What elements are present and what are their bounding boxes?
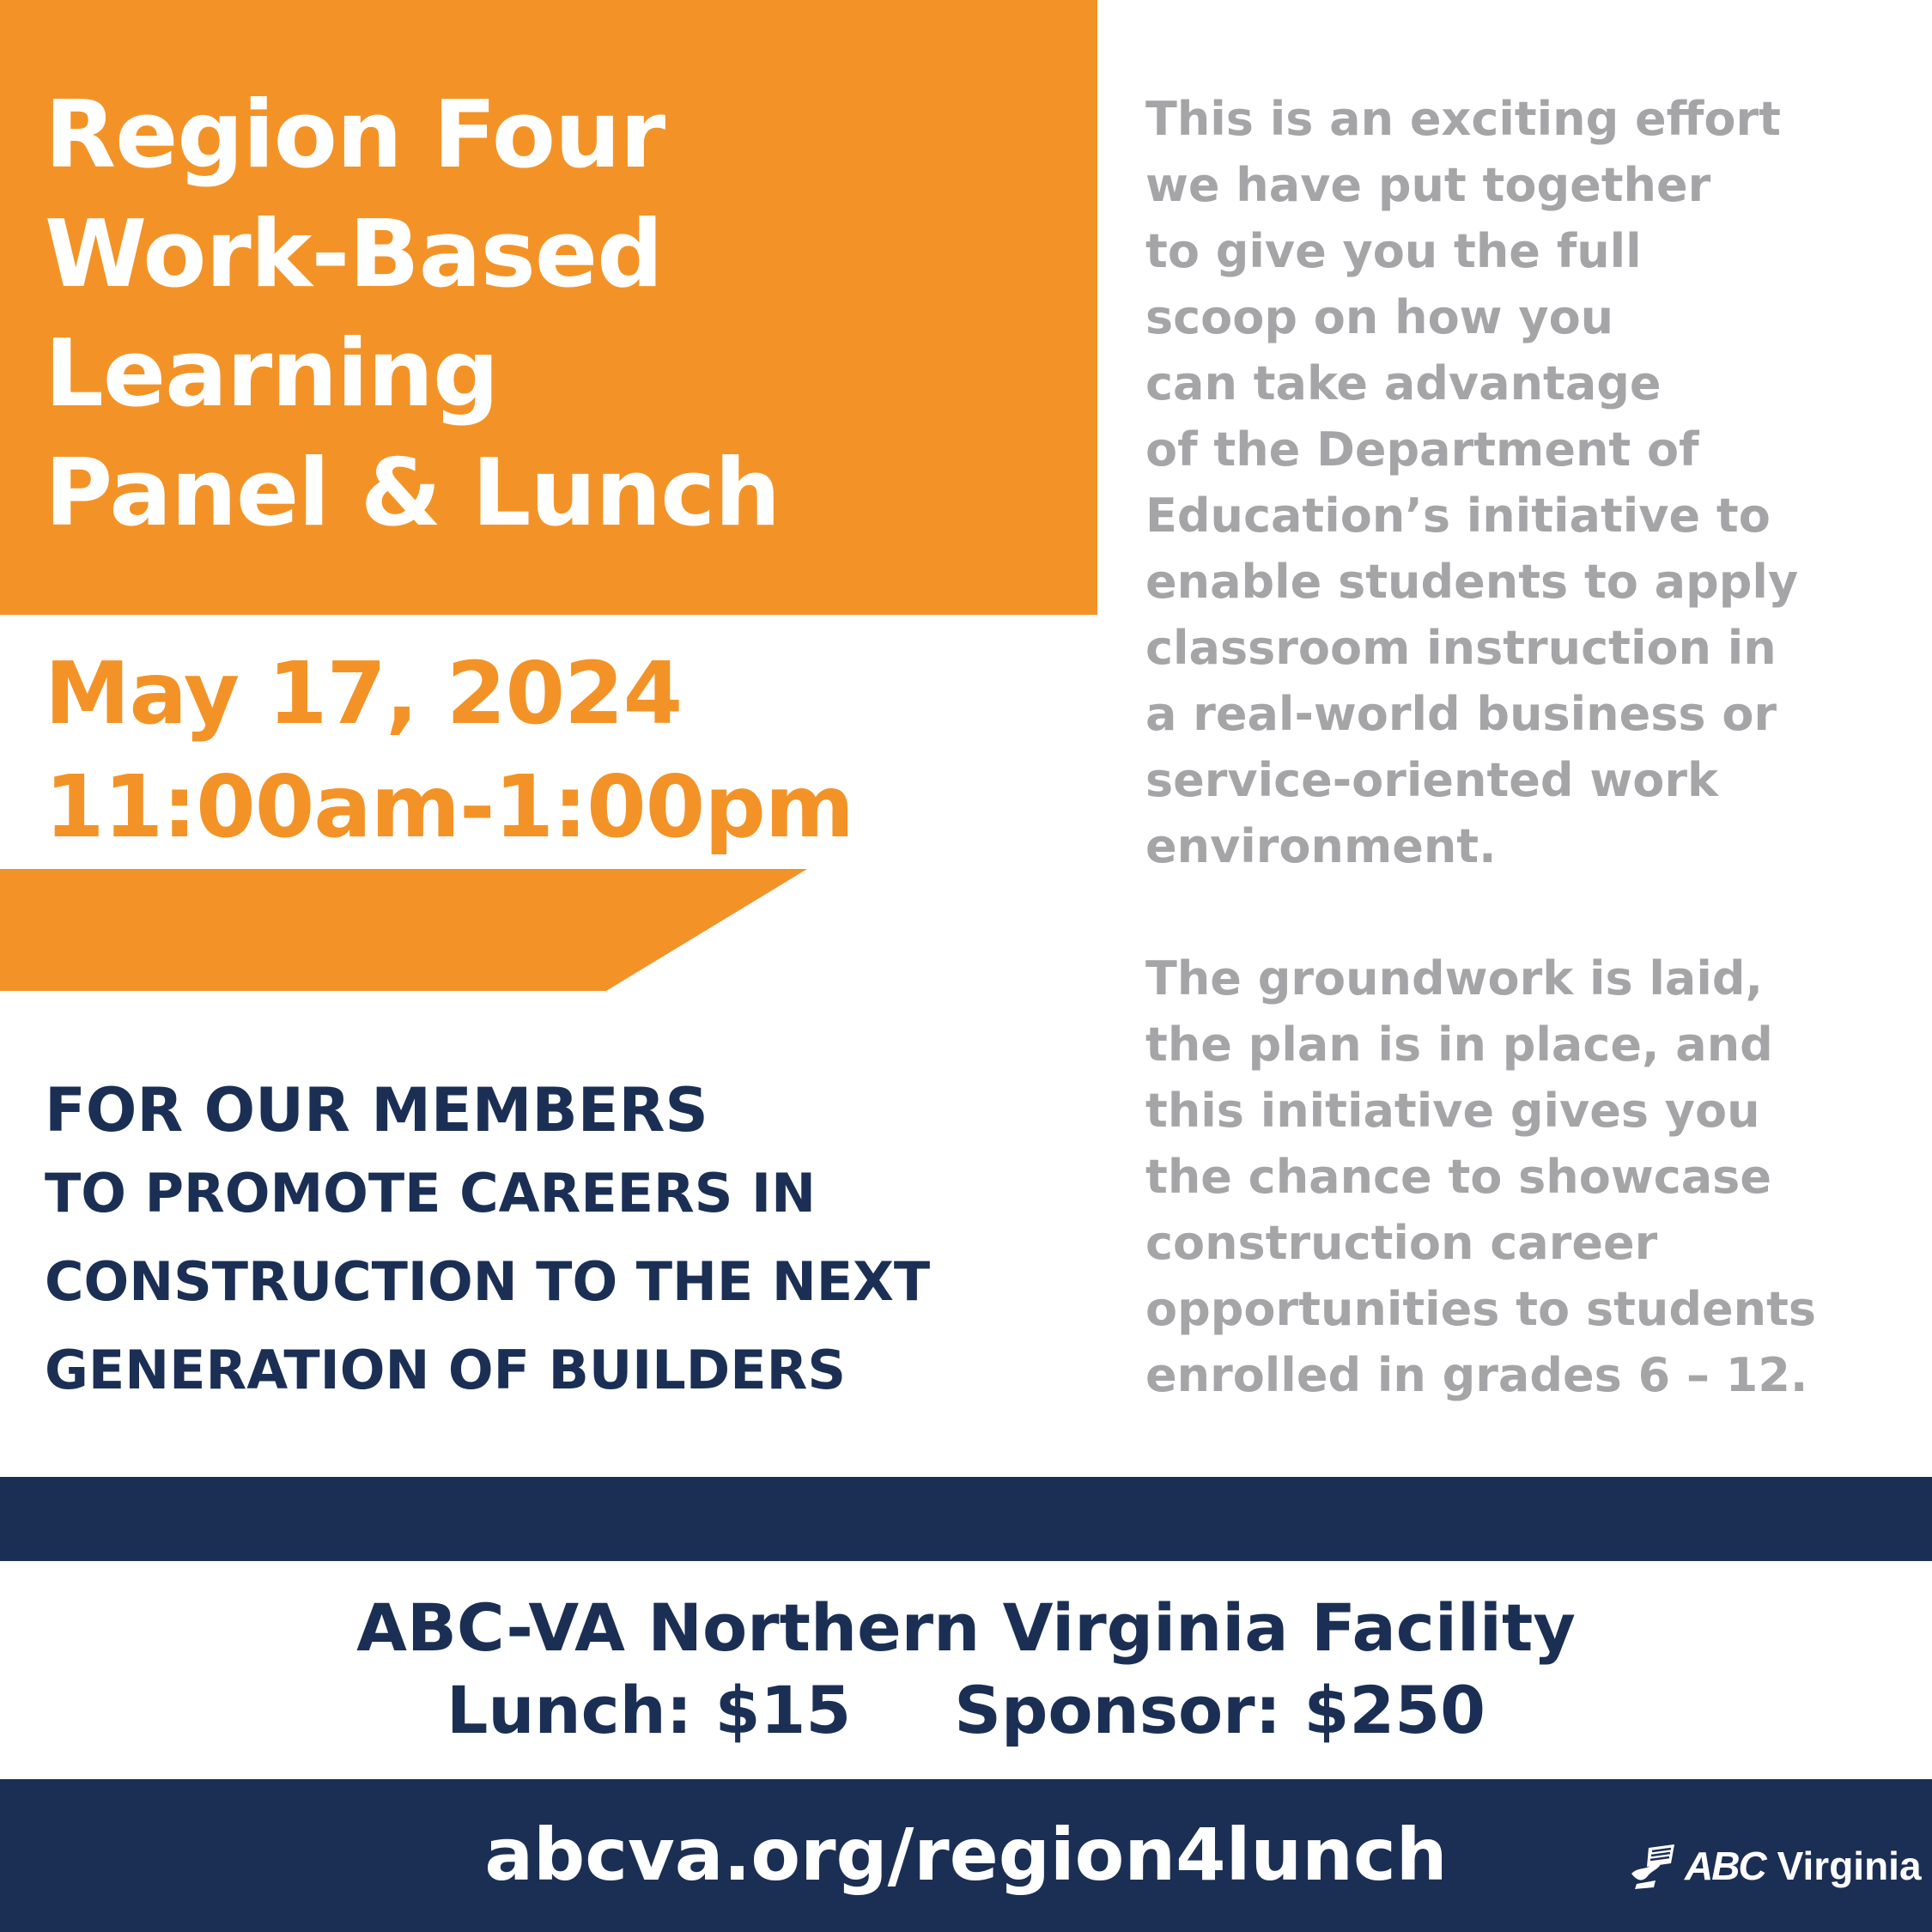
venue-name: ABC-VA Northern Virginia Facility [356,1589,1576,1666]
paragraph-spacer [1145,879,1918,945]
description-line: The groundwork is laid, [1145,951,1764,1005]
event-time: 11:00am-1:00pm [45,756,854,857]
members-line: CONSTRUCTION TO THE NEXT [45,1250,931,1313]
registration-link[interactable]: abcva.org/region4lunch [484,1813,1448,1897]
description-line: Education’s initiative to [1145,489,1771,543]
event-datetime [45,637,854,864]
description-line: the chance to showcase [1145,1150,1771,1204]
title-line: Panel & Lunch [45,440,781,547]
description-line: can take advantage [1145,356,1662,410]
description-line: construction career [1145,1216,1658,1270]
description-line: enrolled in grades 6 – 12. [1145,1348,1808,1402]
description-line: environment. [1145,819,1497,873]
event-description [1145,86,1918,1408]
event-title [45,76,1075,553]
chevron-banner [0,869,807,991]
members-heading: FOR OUR MEMBERS [45,1075,708,1145]
description-line: this initiative gives you [1145,1084,1760,1138]
description-line: the plan is in place, and [1145,1018,1773,1072]
members-line: GENERATION OF BUILDERS [45,1339,846,1401]
description-line: we have put together [1145,158,1711,212]
description-line: enable students to apply [1145,555,1799,609]
members-callout [45,1072,1075,1414]
description-line: service-oriented work [1145,753,1718,807]
description-line: scoop on how you [1145,290,1614,344]
divider-band [0,1477,1932,1561]
title-line: Work-Based [45,201,663,308]
description-line: opportunities to students [1145,1282,1817,1336]
event-date: May 17, 2024 [45,643,683,744]
members-line: TO PROMOTE CAREERS IN [45,1162,816,1224]
description-line: classroom instruction in [1145,621,1777,675]
abc-virginia-logo [1630,1836,1922,1896]
title-line: Learning [45,320,499,428]
eagle-flag-icon [1630,1841,1681,1891]
pricing [0,1669,1932,1752]
description-line: This is an exciting effort [1145,92,1781,146]
sponsor-price: Sponsor: $250 [954,1672,1486,1748]
title-line: Region Four [45,82,665,189]
logo-virginia-text: Virginia [1777,1844,1922,1888]
description-line: a real-world business or [1145,687,1777,741]
logo-abc-text: ABC [1685,1844,1765,1888]
lunch-price: Lunch: $15 [446,1672,852,1748]
description-line: to give you the full [1145,224,1642,278]
description-line: of the Department of [1145,422,1699,477]
